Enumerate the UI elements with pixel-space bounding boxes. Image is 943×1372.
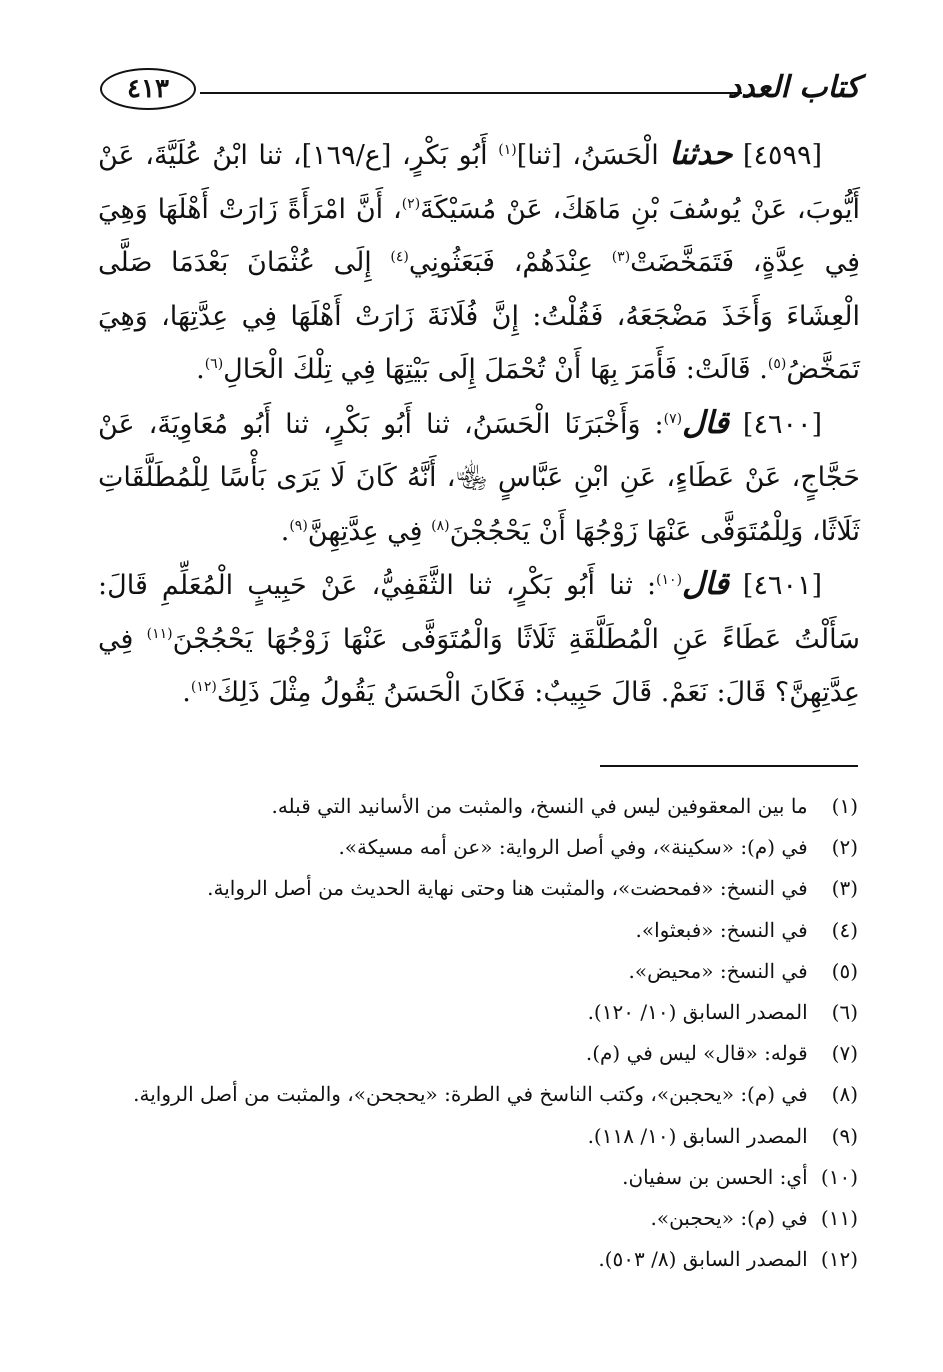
page-number: ٤١٣ xyxy=(100,68,196,110)
footnote-text: في (م): «سكينة»، وفي أصل الرواية: «عن أمه مسيكة». xyxy=(338,835,808,860)
footnote-item xyxy=(140,1239,858,1280)
footnote-marker: (٤) xyxy=(390,249,409,265)
hadith-number: [٤٦٠٠] xyxy=(742,408,822,440)
footnote-marker: (٩) xyxy=(289,517,308,534)
footnote-item xyxy=(140,786,858,827)
footnote-separator xyxy=(600,765,858,767)
footnote-marker: (٥) xyxy=(767,356,787,372)
footnote-text: في النسخ: «محيض». xyxy=(628,958,808,983)
footnote-marker: (٧) xyxy=(663,410,683,427)
hadith-text: أَبُو بَكْرٍ، [ع/١٦٩]، ثنا ابْنُ عُلَيَّةَ، عَنْ أَيُّوبَ، عَنْ يُوسُفَ بْنِ مَاهَكَ، عَنْ مُسَيْكَةَ xyxy=(98,140,860,225)
hadith-keyword: حدثنا xyxy=(669,136,733,172)
main-text xyxy=(98,128,860,720)
book-title: كتاب العدد xyxy=(727,70,860,105)
hadith-text: . xyxy=(182,677,191,708)
footnotes-list xyxy=(133,786,858,1280)
hadith-keyword: قال xyxy=(682,404,729,441)
footnote-number: (٩) xyxy=(831,1123,858,1148)
footnote-marker: (٨) xyxy=(431,517,450,534)
footnote-number: (٨) xyxy=(831,1082,858,1107)
footnote-item xyxy=(140,1157,858,1198)
footnote-number: (١٠) xyxy=(820,1164,858,1189)
footnote-number: (٥) xyxy=(831,958,858,983)
hadith-text: : ثنا أَبُو بَكْرٍ، ثنا الثَّقَفِيُّ، عَنْ حَبِيبٍ الْمُعَلِّمِ قَالَ: سَأَلْتُ عَطَاءً عَنِ الْمُطَلَّقَةِ ثَلَاثًا وَالْمُتَوَفَّى عَنْهَا زَوْجُهَا يَحْجُجْنَ xyxy=(98,570,860,655)
footnote-text: ما بين المعقوفين ليس في النسخ، والمثبت من الأسانيد التي قبله. xyxy=(271,794,808,818)
footnote-number: (١١) xyxy=(820,1206,858,1231)
footnote-text: المصدر السابق (١٠/ ١٢٠). xyxy=(587,1000,808,1025)
footnote-item xyxy=(133,1074,858,1115)
footnote-marker: (٣) xyxy=(611,249,631,265)
footnote-item xyxy=(140,992,858,1033)
footnote-number: (١) xyxy=(831,794,858,818)
hadith-text: . xyxy=(196,354,205,385)
hadith-text: . قَالَتْ: فَأَمَرَ بِهَا أَنْ تُحْمَلَ إِلَى بَيْتِهَا فِي تِلْكَ الْحَالِ xyxy=(223,354,768,385)
hadith-4599 xyxy=(98,128,860,397)
hadith-text: فِي عِدَّتِهِنَّ xyxy=(307,515,432,547)
footnote-text: في النسخ: «فبعثوا». xyxy=(635,917,808,942)
footnote-marker: (١١) xyxy=(146,625,173,642)
footnote-item xyxy=(140,1033,858,1074)
footnote-item xyxy=(140,1116,858,1157)
footnote-text: المصدر السابق (١٠/ ١١٨). xyxy=(587,1123,808,1148)
footnote-marker: (١٢) xyxy=(190,679,217,695)
footnote-number: (٦) xyxy=(831,1000,858,1025)
footnote-number: (٣) xyxy=(831,876,858,901)
hadith-number: [٤٦٠١] xyxy=(742,570,822,601)
hadith-text: إِلَى عُثْمَانَ بَعْدَمَا صَلَّى الْعِشَاءَ وَأَخَذَ مَضْجَعَهُ، فَقُلْتُ: إِنَّ فُلَانَةَ زَارَتْ أَهْلَهَا فِي عِدَّتِهَا، وَهِيَ تَمَخَّضُ xyxy=(98,247,860,385)
footnote-number: (١٢) xyxy=(820,1247,858,1272)
hadith-4601 xyxy=(98,558,860,720)
footnote-text: أي: الحسن بن سفيان. xyxy=(622,1164,808,1189)
page-header xyxy=(100,68,860,112)
footnote-marker: (١٠) xyxy=(656,572,683,588)
footnote-item xyxy=(140,868,858,909)
footnote-item xyxy=(140,1198,858,1239)
hadith-4600 xyxy=(98,397,860,559)
footnote-text: المصدر السابق (٨/ ٥٠٣). xyxy=(598,1247,808,1272)
footnote-number: (٢) xyxy=(831,835,858,860)
hadith-text: عِنْدَهُمْ، فَبَعَثُونِي xyxy=(408,247,612,278)
footnote-text: في (م): «يحجبن». xyxy=(650,1206,808,1231)
hadith-text: . xyxy=(280,515,290,547)
footnote-marker: (٢) xyxy=(401,195,421,212)
footnote-item xyxy=(140,951,858,992)
footnote-text: قوله: «قال» ليس في (م). xyxy=(585,1041,808,1066)
hadith-text: ، أَنَّ امْرَأَةً زَارَتْ أَهْلَهَا وَهِيَ فِي عِدَّةٍ، فَتَمَخَّضَتْ xyxy=(98,193,860,278)
hadith-text: : وَأَخْبَرَنَا الْحَسَنُ، ثنا أَبُو بَكْرٍ، ثنا أَبُو مُعَاوِيَةَ، عَنْ حَجَّاجٍ، عَنْ عَطَاءٍ، عَنِ ابْنِ عَبَّاسٍ ﵄، أَنَّهُ كَانَ لَا يَرَى بَأْسًا لِلْمُطَلَّقَاتِ ثَلَاثًا، وَلِلْمُتَوَفَّى عَنْهَا زَوْجُهَا أَنْ يَحْجُجْنَ xyxy=(98,408,860,547)
footnote-marker: (١) xyxy=(498,142,517,158)
header-rule xyxy=(200,92,742,94)
footnote-text: في (م): «يحجبن»، وكتب الناسخ في الطرة: «يحجحن»، والمثبت من أصل الرواية. xyxy=(133,1082,808,1107)
hadith-keyword: قال xyxy=(682,566,729,602)
hadith-text: فِي عِدَّتِهِنَّ؟ قَالَ: نَعَمْ. قَالَ حَبِيبٌ: فَكَانَ الْحَسَنُ يَقُولُ مِثْلَ ذَلِكَ xyxy=(98,623,860,708)
footnote-number: (٧) xyxy=(831,1041,858,1066)
hadith-text: الْحَسَنُ، [ثنا] xyxy=(516,140,670,171)
footnote-item xyxy=(140,827,858,868)
footnote-number: (٤) xyxy=(831,917,858,942)
footnote-text: في النسخ: «فمحضت»، والمثبت هنا وحتى نهاية الحديث من أصل الرواية. xyxy=(207,876,808,901)
footnote-marker: (٦) xyxy=(204,356,224,372)
footnote-item xyxy=(140,910,858,951)
hadith-number: [٤٥٩٩] xyxy=(742,140,822,171)
